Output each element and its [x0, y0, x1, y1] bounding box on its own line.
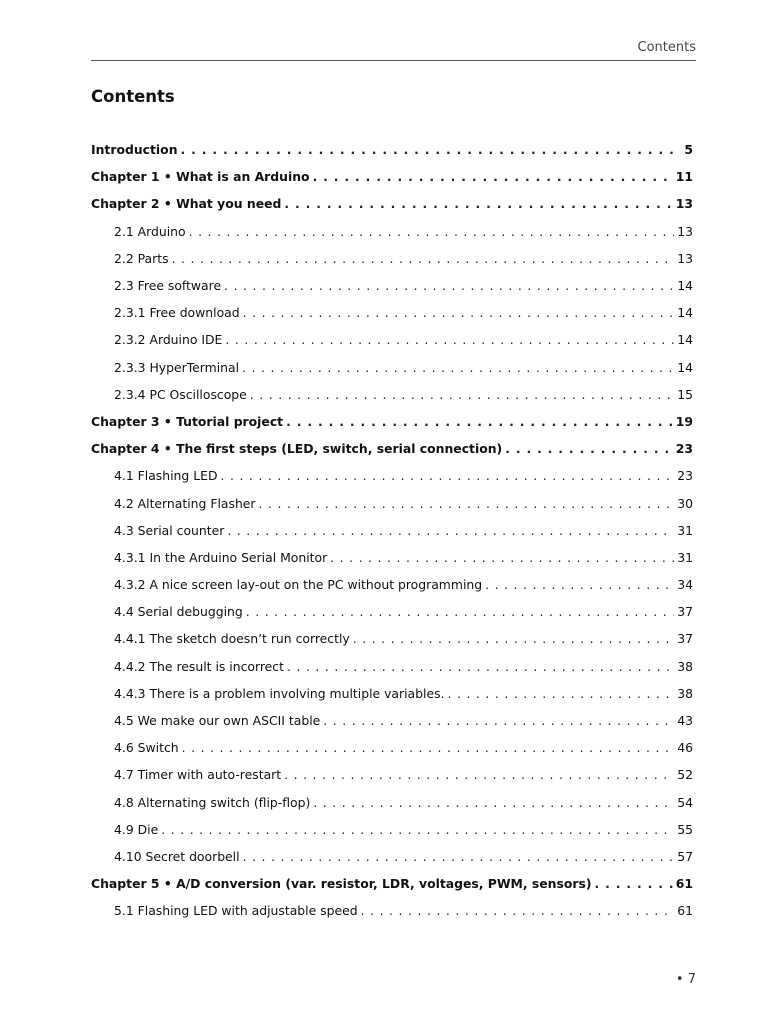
- toc-entry-title: 4.6 Switch: [114, 740, 179, 756]
- toc-entry-title: 4.4.3 There is a problem involving multiple variables.: [114, 685, 445, 701]
- toc-entry-page: 14: [677, 332, 693, 348]
- toc-dot-leader: [313, 795, 674, 810]
- toc-chapter-entry[interactable]: [91, 870, 693, 897]
- toc-entry-page: 11: [675, 169, 693, 185]
- toc-dot-leader: [161, 822, 674, 837]
- toc-dot-leader: [221, 468, 675, 483]
- toc-entry-title: 4.2 Alternating Flasher: [114, 495, 256, 511]
- toc-chapter-entry[interactable]: [91, 190, 693, 217]
- toc-section-entry[interactable]: [91, 326, 693, 353]
- toc-section-entry[interactable]: [91, 354, 693, 381]
- toc-entry-title: 2.3 Free software: [114, 278, 222, 294]
- toc-section-entry[interactable]: [91, 789, 693, 816]
- toc-dot-leader: [284, 767, 674, 782]
- toc-entry-title: 4.10 Secret doorbell: [114, 848, 240, 864]
- toc-section-entry[interactable]: [91, 761, 693, 788]
- toc-dot-leader: [353, 631, 674, 646]
- toc-entry-page: 61: [677, 903, 693, 919]
- toc-section-entry[interactable]: [91, 598, 693, 625]
- toc-entry-title: 4.4 Serial debugging: [114, 604, 243, 620]
- toc-entry-title: 4.1 Flashing LED: [114, 468, 218, 484]
- toc-dot-leader: [259, 496, 675, 511]
- toc-dot-leader: [595, 876, 673, 891]
- toc-dot-leader: [225, 332, 674, 347]
- toc-dot-leader: [243, 305, 675, 320]
- toc-entry-page: 31: [677, 522, 693, 538]
- toc-entry-page: 37: [677, 631, 693, 647]
- toc-section-entry[interactable]: [91, 299, 693, 326]
- toc-entry-title: 2.3.2 Arduino IDE: [114, 332, 223, 348]
- toc-entry-title: 4.4.1 The sketch doesn’t run correctly: [114, 631, 350, 647]
- toc-dot-leader: [284, 196, 672, 211]
- toc-entry-title: 4.9 Die: [114, 821, 159, 837]
- toc-entry-title: Chapter 5 • A/D conversion (var. resistor, LDR, voltages, PWM, sensors): [91, 876, 592, 892]
- toc-entry-page: 13: [677, 250, 693, 266]
- toc-entry-title: 4.7 Timer with auto-restart: [114, 767, 282, 783]
- toc-section-entry[interactable]: [91, 517, 693, 544]
- toc-dot-leader: [330, 550, 674, 565]
- toc-entry-page: 30: [677, 495, 693, 511]
- toc-chapter-entry[interactable]: [91, 408, 693, 435]
- toc-dot-leader: [243, 849, 675, 864]
- toc-entry-page: 46: [677, 740, 693, 756]
- toc-entry-title: 2.3.3 HyperTerminal: [114, 359, 240, 375]
- toc-dot-leader: [242, 360, 674, 375]
- toc-entry-page: 55: [677, 821, 693, 837]
- toc-entry-page: 61: [675, 876, 693, 892]
- toc-section-entry[interactable]: [91, 653, 693, 680]
- toc-entry-page: 15: [677, 386, 693, 402]
- toc-section-entry[interactable]: [91, 272, 693, 299]
- toc-entry-title: Introduction: [91, 142, 178, 158]
- toc-section-entry[interactable]: [91, 816, 693, 843]
- toc-entry-page: 13: [677, 223, 693, 239]
- toc-entry-title: 4.3 Serial counter: [114, 522, 225, 538]
- toc-entry-title: 4.8 Alternating switch (flip-flop): [114, 794, 311, 810]
- toc-dot-leader: [361, 903, 675, 918]
- toc-entry-title: 2.3.1 Free download: [114, 305, 240, 321]
- toc-entry-page: 19: [675, 413, 693, 429]
- toc-section-entry[interactable]: [91, 489, 693, 516]
- toc-dot-leader: [313, 169, 673, 184]
- toc-entry-page: 37: [677, 604, 693, 620]
- toc-dot-leader: [224, 278, 674, 293]
- toc-entry-title: 4.4.2 The result is incorrect: [114, 658, 284, 674]
- toc-section-entry[interactable]: [91, 843, 693, 870]
- toc-section-entry[interactable]: [91, 462, 693, 489]
- toc-dot-leader: [286, 414, 673, 429]
- toc-dot-leader: [447, 686, 674, 701]
- toc-entry-title: Chapter 4 • The first steps (LED, switch, serial connection): [91, 441, 503, 457]
- toc-entry-page: 14: [677, 359, 693, 375]
- toc-entry-page: 5: [684, 142, 693, 158]
- toc-entry-title: 4.3.2 A nice screen lay-out on the PC without programming: [114, 577, 483, 593]
- toc-dot-leader: [485, 577, 674, 592]
- toc-chapter-entry[interactable]: [91, 163, 693, 190]
- page-title: Contents: [91, 87, 175, 106]
- table-of-contents: [91, 136, 693, 924]
- page-number: • 7: [675, 972, 696, 987]
- toc-entry-title: 5.1 Flashing LED with adjustable speed: [114, 903, 358, 919]
- toc-dot-leader: [246, 604, 674, 619]
- toc-dot-leader: [323, 713, 674, 728]
- toc-entry-title: 4.3.1 In the Arduino Serial Monitor: [114, 549, 328, 565]
- toc-dot-leader: [505, 441, 673, 456]
- toc-section-entry[interactable]: [91, 734, 693, 761]
- toc-entry-page: 43: [677, 713, 693, 729]
- toc-entry-page: 52: [677, 767, 693, 783]
- toc-dot-leader: [189, 224, 675, 239]
- toc-section-entry[interactable]: [91, 625, 693, 652]
- toc-entry-page: 14: [677, 305, 693, 321]
- toc-entry-page: 13: [675, 196, 693, 212]
- toc-entry-title: 2.3.4 PC Oscilloscope: [114, 386, 247, 402]
- toc-entry-page: 54: [677, 794, 693, 810]
- toc-entry-page: 38: [677, 658, 693, 674]
- toc-dot-leader: [227, 523, 674, 538]
- toc-dot-leader: [182, 740, 675, 755]
- toc-dot-leader: [250, 387, 674, 402]
- toc-section-entry[interactable]: [91, 381, 693, 408]
- toc-entry-page: 34: [677, 577, 693, 593]
- toc-dot-leader: [181, 142, 682, 157]
- toc-dot-leader: [287, 659, 674, 674]
- toc-entry-title: 2.2 Parts: [114, 250, 169, 266]
- toc-chapter-entry[interactable]: [91, 136, 693, 163]
- toc-section-entry[interactable]: [91, 218, 693, 245]
- toc-entry-title: 2.1 Arduino: [114, 223, 186, 239]
- toc-dot-leader: [172, 251, 675, 266]
- running-header: Contents: [637, 40, 696, 55]
- toc-chapter-entry[interactable]: [91, 435, 693, 462]
- toc-section-entry[interactable]: [91, 245, 693, 272]
- toc-entry-title: 4.5 We make our own ASCII table: [114, 713, 321, 729]
- toc-entry-page: 14: [677, 278, 693, 294]
- toc-entry-page: 57: [677, 848, 693, 864]
- toc-section-entry[interactable]: [91, 571, 693, 598]
- toc-entry-page: 31: [677, 549, 693, 565]
- toc-section-entry[interactable]: [91, 680, 693, 707]
- toc-section-entry[interactable]: [91, 707, 693, 734]
- toc-section-entry[interactable]: [91, 897, 693, 924]
- toc-entry-title: Chapter 1 • What is an Arduino: [91, 169, 310, 185]
- header-rule: [91, 60, 696, 61]
- toc-entry-page: 23: [677, 468, 693, 484]
- toc-entry-page: 38: [677, 685, 693, 701]
- toc-entry-title: Chapter 2 • What you need: [91, 196, 282, 212]
- toc-entry-page: 23: [675, 441, 693, 457]
- toc-section-entry[interactable]: [91, 544, 693, 571]
- toc-entry-title: Chapter 3 • Tutorial project: [91, 413, 284, 429]
